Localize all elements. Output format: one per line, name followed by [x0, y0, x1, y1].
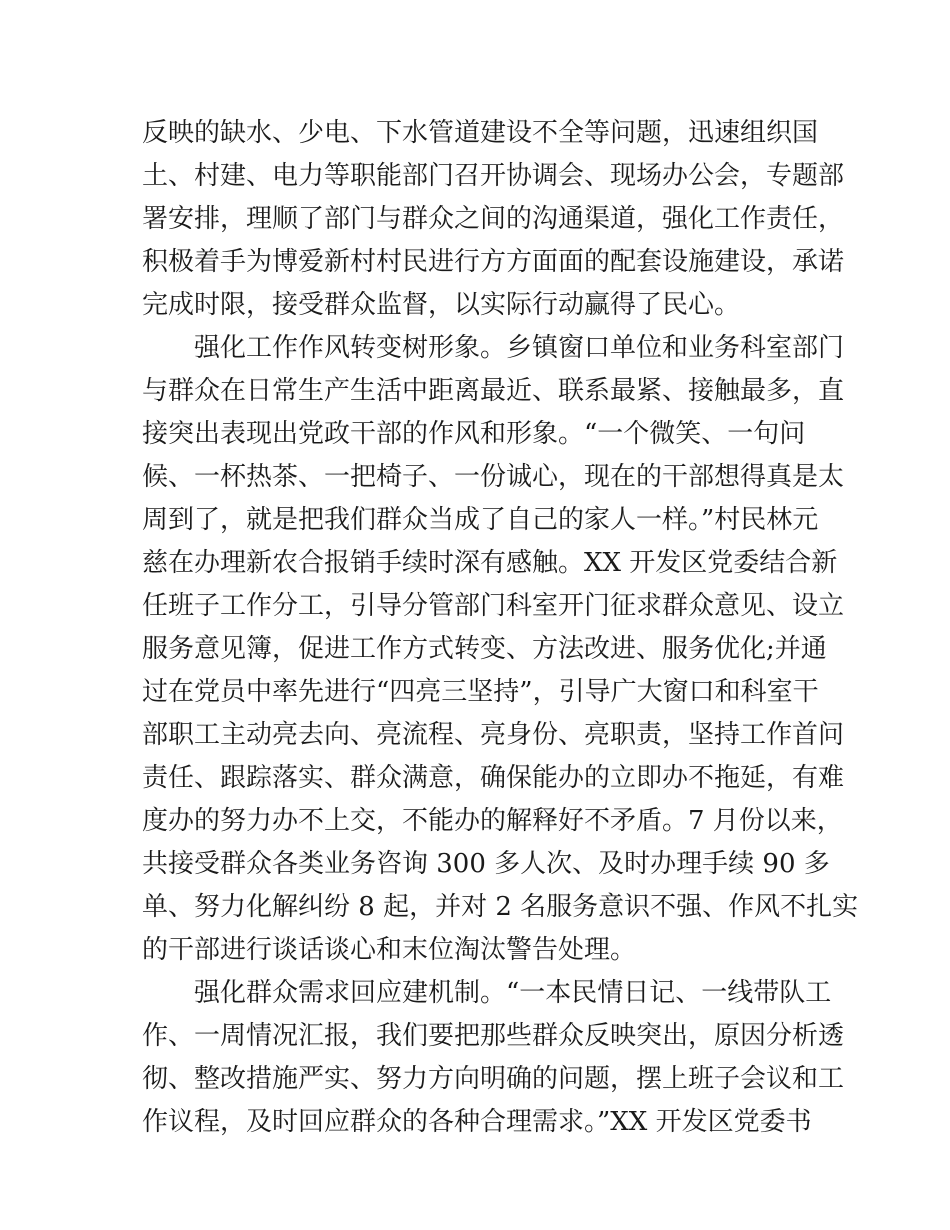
text-line: 部职工主动亮去向、亮流程、亮身份、亮职责，坚持工作首问	[142, 720, 845, 750]
text-line: 彻、整改措施严实、努力方向明确的问题，摆上班子会议和工	[142, 1064, 845, 1094]
text-line: 过在党员中率先进行“四亮三坚持”，引导广大窗口和科室干	[142, 677, 819, 707]
text-line: 与群众在日常生产生活中距离最近、联系最紧、接触最多，直	[142, 376, 845, 406]
text-line: 单、努力化解纠纷 8 起，并对 2 名服务意识不强、作风不扎实	[142, 892, 859, 922]
text-line: 服务意见簿，促进工作方式转变、方法改进、服务优化;并通	[142, 634, 827, 664]
text-line: 责任、跟踪落实、群众满意，确保能办的立即办不拖延，有难	[142, 763, 845, 793]
text-line: 度办的努力办不上交，不能办的解释好不矛盾。7 月份以来，	[142, 806, 843, 836]
text-line: 署安排，理顺了部门与群众之间的沟通渠道，强化工作责任，	[142, 204, 845, 234]
text-line: 慈在办理新农合报销手续时深有感触。XX 开发区党委结合新	[142, 548, 838, 578]
paragraph-start-line: 强化工作作风转变树形象。乡镇窗口单位和业务科室部门	[194, 333, 845, 363]
text-line: 反映的缺水、少电、下水管道建设不全等问题，迅速组织国	[142, 118, 819, 148]
text-line: 的干部进行谈话谈心和末位淘汰警告处理。	[142, 935, 637, 965]
text-line: 作、一周情况汇报，我们要把那些群众反映突出，原因分析透	[142, 1021, 845, 1051]
text-line: 周到了，就是把我们群众当成了自己的家人一样。”村民林元	[142, 505, 819, 535]
text-line: 共接受群众各类业务咨询 300 多人次、及时办理手续 90 多	[142, 849, 830, 879]
text-line: 接突出表现出党政干部的作风和形象。“一个微笑、一句问	[142, 419, 806, 449]
text-line: 完成时限，接受群众监督，以实际行动赢得了民心。	[142, 290, 741, 320]
text-line: 积极着手为博爱新村村民进行方方面面的配套设施建设，承诺	[142, 247, 845, 277]
text-line: 候、一杯热茶、一把椅子、一份诚心，现在的干部想得真是太	[142, 462, 845, 492]
text-line: 作议程，及时回应群众的各种合理需求。”XX 开发区党委书	[142, 1107, 812, 1137]
paragraph-start-line: 强化群众需求回应建机制。“一本民情日记、一线带队工	[194, 978, 832, 1008]
text-line: 土、村建、电力等职能部门召开协调会、现场办公会，专题部	[142, 161, 845, 191]
text-line: 任班子工作分工，引导分管部门科室开门征求群众意见、设立	[142, 591, 845, 621]
